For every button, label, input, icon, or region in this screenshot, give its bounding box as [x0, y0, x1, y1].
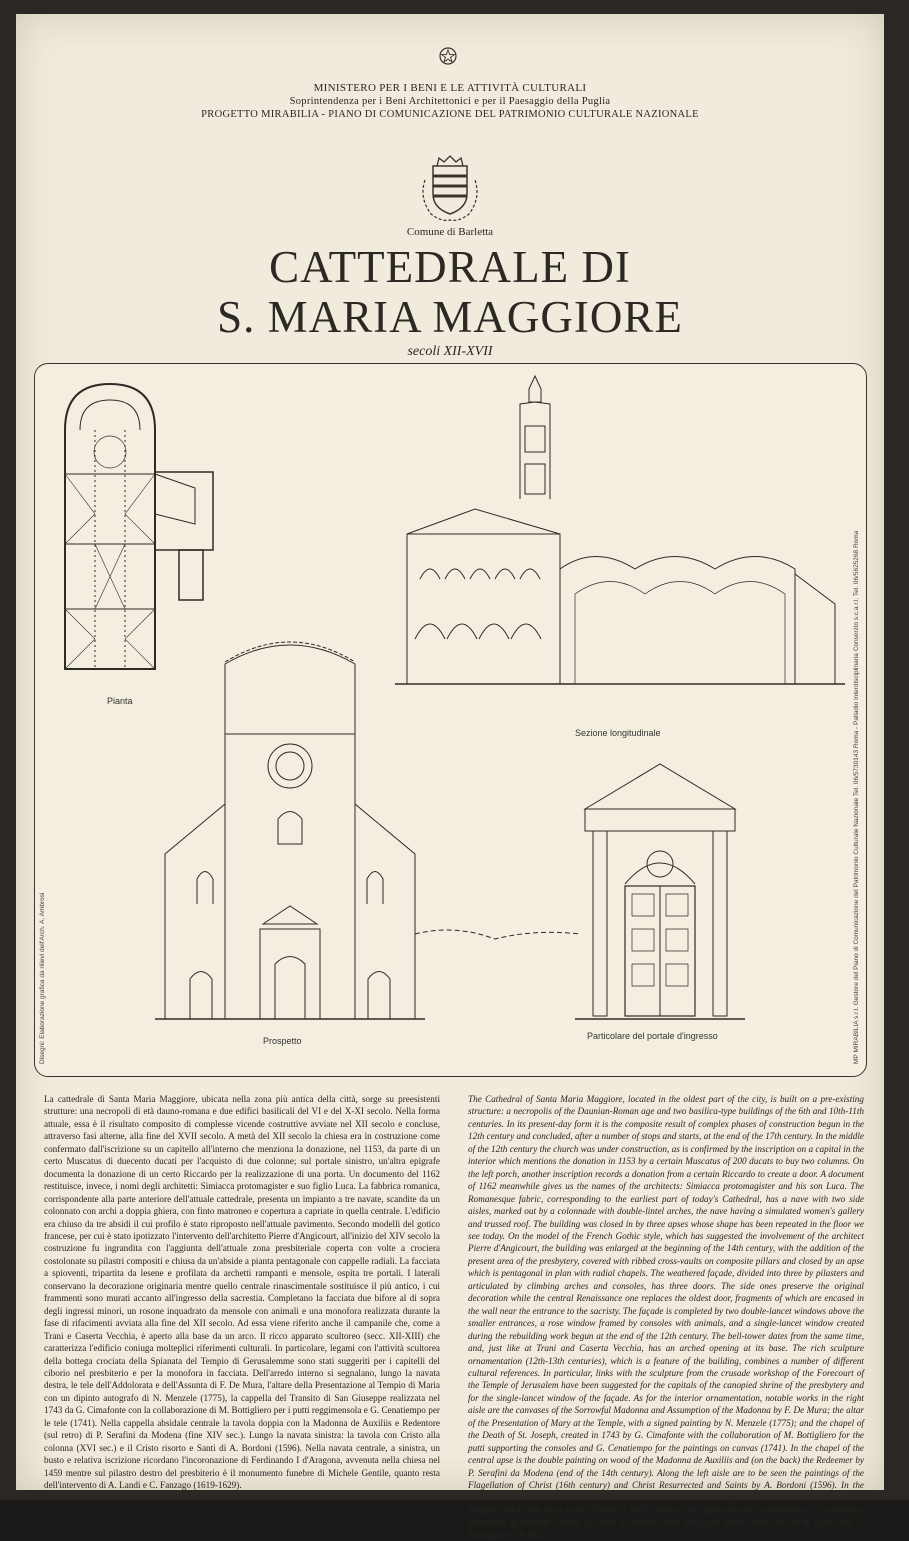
pianta-caption: Pianta [107, 696, 133, 706]
longitudinal-section-drawing [395, 376, 845, 684]
barletta-crest-icon [411, 154, 489, 224]
drawings-illustration [35, 364, 866, 1076]
title-line-1: CATTEDRALE DI [269, 242, 631, 292]
information-sign [16, 14, 884, 1540]
ministry-heading [16, 82, 884, 121]
facade-drawing [155, 642, 425, 1019]
drawing-credit-right: MP MIRABILIA s.r.l. Gestore del Piano di Comunicazione del Patrimonio Culturale Nazionale Tel. 06/5730143 Roma - Palladio Interdisciplinaria Consorzio s.c.a.r.l. Tel. 06/5625268 Roma [853, 530, 860, 1064]
portale-caption: Particolare del portale d'ingresso [587, 1031, 718, 1041]
soprintendenza-name: Soprintendenza per i Beni Architettonici e per il Paesaggio della Puglia [289, 96, 611, 107]
architectural-drawings-panel [34, 363, 867, 1077]
subtitle-centuries: secoli XII-XVII [407, 344, 493, 359]
italian-text: La cattedrale di Santa Maria Maggiore, ubicata nella zona più antica della città, sorge su preesistenti strutture: una necropoli di età dauno-romana e due edifici basilicali del VI e del X-XI secolo. Nella forma attuale, essa è il risultato composito di complesse vicende costruttive avviate nel XII secolo e concluse, attraverso fasi alterne, alla fine del XVII secolo. A metà del XII secolo la chiesa era in costruzione come confermato dall'iscrizione su un capitello all'interno che menziona la donazione, nel 1153, da parte di un certo Muscatus di duecento ducati per l'acquisto di due colonne; sul portale sinistro, un'altra epigrafe documenta la donazione di un certo Riccardo per la realizzazione di una porta. Un documento del 1162 restituisce, invece, i nomi degli architetti: Simiacca protomagister e suo figlio Luca. La fabbrica romanica, corrispondente alla parte anteriore dell'attuale cattedrale, presenta un impianto a tre navate, scandite da un colonnato con archi a doppia ghiera, con finto matroneo e copertura a capriate in quella centrale. L'edificio era chiuso da tre absidi il cui profilo è stato riproposto nell'attuale pavimento. Secondo modelli del gotico francese, per cui è stato ipotizzato l'intervento dell'architetto Pierre d'Angicourt, all'inizio del XIV secolo la costruzione fu ingrandita con l'aggiunta dell'attuale zona presbiteriale coperta con volte a crociera costolonate su pilastri compositi e chiusa da un'abside a pianta pentagonale con cappelle radiali. La facciata a spioventi, tripartita da lesene e profilata da archetti rampanti e mensole, ospita tre portali. I laterali conservano la decorazione originaria mentre quello centrale rinascimentale sostituisce il più antico, i cui frammenti sono murati accanto all'ingresso della sacrestia. Completano la facciata due bifore al di sopra degli ingressi minori, un rosone inquadrato da mensole con animali e una monofora realizzata durante la fase di rifacimenti avviata alla fine del XII secolo. Ad essa viene riferito anche il campanile che, come a Trani e Caserta Vecchia, è aperto alla base da un arco. Il ricco apparato scultoreo (secc. XII-XIII) che caratterizza l'edificio coniuga molteplici riferimenti culturali. In particolare, legami con l'attività scultorea della bottega crociata della Spianata del Tempio di Gerusalemme sono stati suggeriti per i capitelli del ciborio nel presbiterio e per la monofora in facciata. Dell'arredo interno si segnalano, lungo la navata destra, le tele dell'Addolorata e dell'Assunta di F. De Mura, l'altare della Presentazione al Tempio di Maria con un dipinto autografo di N. Menzele (1775), la cappella del Transito di San Giuseppe realizzata nel 1743 da G. Cimafonte con la collaborazione di M. Bottigliero per i putti reggimensola e G. Cenatiempo per le tele (1741). Nella cappella absidale centrale la tavola doppia con la Madonna de Auxiliis e Redentore (sul retro) di P. Serafini da Modena (fine XIV sec.). Lungo la navata sinistra: la tavola con Cristo alla colonna (XVI sec.) e il Cristo risorto e Santi di A. Bordoni (1596). Nella navata centrale, a sinistra, un busto e relativa iscrizione ricordano l'incoronazione di Ferdinando I d'Aragona, avvenuta nella chiesa nel 1459 mentre sul pilastro destro del presbiterio è il monumento funebre di Michele Gentile, quanto resta dell'intervento di A. Landi e C. Fanzago (1619-1629). [44, 1094, 440, 1491]
english-text: The Cathedral of Santa Maria Maggiore, located in the oldest part of the city, is built on a pre-existing structure: a necropolis of the Daunian-Roman age and two basilica-type buildings of the 6th and 10th-11th centuries. In its present-day form it is the composite result of complex phases of construction begun in the 12th century and concluded, after a number of stops and starts, at the end of the 17th century. In the middle of the 12th century the church was under construction, as is confirmed by the inscription on a capital in the interior which mentions the donation in 1153 by a certain Muscatus of 200 ducats to buy two columns. On the left porch, another inscription records a donation from a certain Riccardo to create a door. A document of 1162 meanwhile gives us the names of the architects: Simiacca protomagister and his son Luca. The Romanesque fabric, corresponding to the earliest part of today's Cathedral, has a nave with two side aisles, marked out by a colonnade with double-lintel arches, the nave having a simulated women's gallery and trussed roof. The building was closed in by three apses whose shape has been repeated in the floor we see today. On the model of the French Gothic style, which has suggested the involvement of the architect Pierre d'Angicourt, the building was enlarged at the beginning of the 14th century, with the addition of the present area of the presbytery, covered with ribbed cross-vaults on composite pillars and closed by an apse which is pentagonal in plan with radial chapels. The weathered façade, divided into three by pilasters and articulated by climbing arches and consoles, has three doors. The side ones preserve the original decoration while the central Renaissance one replaces the oldest door, fragments of which are encased in the wall near the entrance to the sacristy. The façade is completed by two double-lancet windows above the smaller entrances, a rose window framed by consoles with animals, and a single-lancet window created during the rebuilding work begun at the end of the 12th century. The bell-tower dates from the same time, and, just like at Trani and Caserta Vecchia, has an arched opening at its base. The rich sculpture ornamentation (12th-13th centuries), which is a feature of the building, combines a number of different cultural references. In particular, links with the sculpture from the crusade workshop of the Forecourt of the Temple of Jerusalem have been suggested for the capitals of the canopied shrine of the presbytery and for the single-lancet window of the façade. As for the interior ornamentation, notable works in the right aisle are the canvases of the Sorrowful Madonna and Assumption of the Madonna by F. De Mura; the altar of the Presentation of Mary at the Temple, with a signed painting by N. Menzele (1775); and the chapel of the Death of St. Joseph, created in 1743 by G. Cimafonte with the collaboration of M. Bottigliero for the putti supporting the consoles and G. Cenatiempo for the paintings on canvas (1741). In the chapel of the central apse is the double painting on wood of the Madonna de Auxiliis and (on the back) the Redeemer by P. Serafini da Modena (end of the 14th century). Along the left aisle are to be seen the paintings of the Flagellation of Christ (16th century) and Christ Resurrected and Saints by A. Bordoni (1596). In the central nave, to the left, is a bust with an inscription, commemorating the coronation of Ferdinand I of Aragon, which took place in the Church in 1459; while on the right pillar of the presbytery is the funerary monument of Michele Gentile, as much as remains from the repair work carried out by A. Landi and C. Fanzago (1619-1629). [468, 1094, 864, 1540]
prospetto-caption: Prospetto [263, 1036, 302, 1046]
project-name: PROGETTO MIRABILIA - PIANO DI COMUNICAZIONE DEL PATRIMONIO CULTURALE NAZIONALE [201, 109, 699, 120]
english-description [468, 1093, 864, 1541]
comune-label: Comune di Barletta [406, 226, 494, 238]
ministry-name: MINISTERO PER I BENI E LE ATTIVITÀ CULTURALI [313, 82, 587, 94]
sezione-caption: Sezione longitudinale [575, 728, 661, 738]
portal-detail-drawing [415, 764, 745, 1019]
drawing-credit-left: Disegni: Elaborazione grafica da rilievi dell'Arch. A. Ambrosi [39, 892, 46, 1064]
italian-description [44, 1093, 440, 1492]
page-title [16, 242, 884, 342]
floor-plan-drawing [65, 384, 213, 669]
title-line-2: S. MARIA MAGGIORE [217, 292, 683, 342]
republic-emblem-icon [437, 44, 459, 68]
